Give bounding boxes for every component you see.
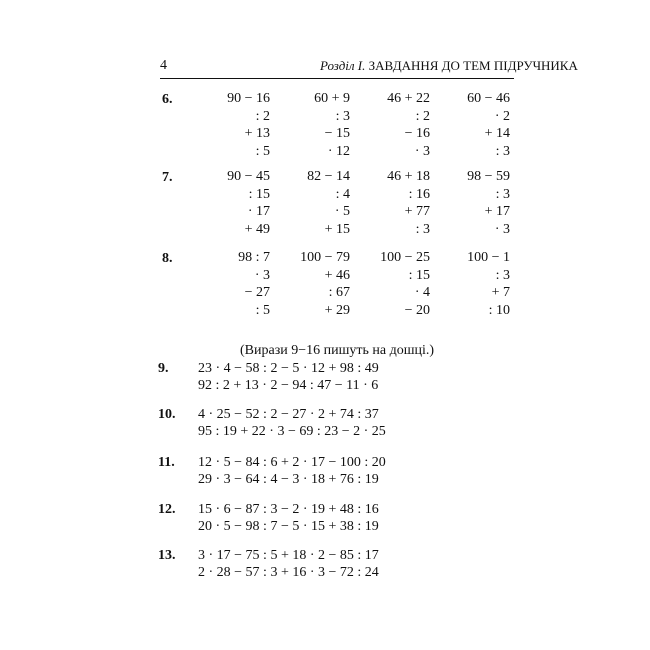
expression-line: 3 · 17 − 75 : 5 + 18 · 2 − 85 : 17 [198, 548, 379, 563]
chain-step: − 20 [404, 302, 430, 318]
expression-line: 12 · 5 − 84 : 6 + 2 · 17 − 100 : 20 [198, 455, 386, 470]
task-number: 9. [158, 361, 169, 376]
expression-line: 29 · 3 − 64 : 4 − 3 · 18 + 76 : 19 [198, 472, 379, 487]
chain-step: 46 + 22 [387, 91, 430, 106]
header-rule [160, 78, 514, 79]
chain-column [350, 90, 430, 160]
expression-line: 23 · 4 − 58 : 2 − 5 · 12 + 98 : 49 [198, 361, 379, 376]
chain-step: − 15 [324, 126, 350, 141]
task-number: 7. [162, 170, 173, 185]
chain-step: 100 − 79 [300, 250, 350, 265]
chain-column [430, 90, 510, 160]
chain-step: − 27 [244, 285, 270, 300]
chain-step: · 12 [327, 143, 350, 159]
chain-column [270, 168, 350, 238]
chain-step: · 5 [334, 204, 350, 219]
running-head-section: Розділ I. [320, 58, 366, 73]
chain-step: · 3 [254, 267, 270, 283]
task-number: 10. [158, 407, 176, 422]
chain-column [430, 168, 510, 238]
chain-step: 98 : 7 [238, 250, 270, 265]
chain-step: : 3 [415, 221, 430, 237]
chain-step: : 10 [488, 302, 510, 318]
chain-step: − 16 [404, 126, 430, 141]
chain-step: : 3 [495, 186, 510, 202]
chain-column [270, 249, 350, 319]
task-number: 6. [162, 92, 173, 107]
chain-step: : 5 [255, 143, 270, 159]
chain-step: · 17 [247, 204, 270, 219]
expression-line: 15 · 6 − 87 : 3 − 2 · 19 + 48 : 16 [198, 502, 379, 517]
chain-step: 90 − 16 [227, 91, 270, 106]
chain-step: 100 − 25 [380, 250, 430, 265]
board-note: (Вирази 9−16 пишуть на дошці.) [240, 343, 435, 358]
chain-step: + 15 [324, 221, 350, 237]
chain-column [430, 249, 510, 319]
chain-step: + 29 [324, 302, 350, 318]
running-head [320, 58, 578, 74]
chain-column [190, 168, 270, 238]
chain-step: 60 − 46 [467, 91, 510, 106]
chain-step: + 46 [324, 267, 350, 283]
running-head-title: ЗАВДАННЯ ДО ТЕМ ПІДРУЧНИКА [368, 58, 578, 73]
expression-line: 2 · 28 − 57 : 3 + 16 · 3 − 72 : 24 [198, 565, 379, 580]
chain-step: 100 − 1 [467, 250, 510, 265]
chain-step: : 15 [408, 267, 430, 283]
chain-step: + 14 [484, 126, 510, 141]
chain-column [190, 249, 270, 319]
chain-step: + 13 [244, 126, 270, 141]
chain-step: 82 − 14 [307, 169, 350, 184]
task-number: 11. [158, 455, 175, 470]
chain-step: + 7 [491, 285, 510, 300]
chain-step: + 49 [244, 221, 270, 237]
expression-line: 92 : 2 + 13 · 2 − 94 : 47 − 11 · 6 [198, 378, 379, 393]
chain-column [270, 90, 350, 160]
chain-step: + 77 [404, 204, 430, 219]
chain-step: · 4 [414, 285, 430, 300]
chain-column [350, 168, 430, 238]
chain-step: · 2 [494, 108, 510, 124]
chain-step: + 17 [484, 204, 510, 219]
chain-step: : 15 [248, 186, 270, 202]
chain-step: 98 − 59 [467, 169, 510, 184]
chain-step: 46 + 18 [387, 169, 430, 184]
chain-step: 60 + 9 [314, 91, 350, 106]
expression-line: 20 · 5 − 98 : 7 − 5 · 15 + 38 : 19 [198, 519, 379, 534]
chain-step: · 3 [494, 221, 510, 237]
chain-step: 90 − 45 [227, 169, 270, 184]
task-number: 8. [162, 251, 173, 266]
chain-column [190, 90, 270, 160]
chain-step: : 5 [255, 302, 270, 318]
chain-step: : 3 [495, 267, 510, 283]
task-number: 12. [158, 502, 176, 517]
chain-step: : 67 [328, 285, 350, 300]
chain-step: : 2 [415, 108, 430, 124]
expression-line: 95 : 19 + 22 · 3 − 69 : 23 − 2 · 25 [198, 424, 386, 439]
chain-step: : 2 [255, 108, 270, 124]
chain-step: : 16 [408, 186, 430, 202]
page-number: 4 [160, 58, 167, 73]
expression-line: 4 · 25 − 52 : 2 − 27 · 2 + 74 : 37 [198, 407, 379, 422]
chain-column [350, 249, 430, 319]
chain-step: : 4 [335, 186, 350, 202]
chain-step: · 3 [414, 143, 430, 159]
chain-step: : 3 [495, 143, 510, 159]
chain-step: : 3 [335, 108, 350, 124]
task-number: 13. [158, 548, 176, 563]
